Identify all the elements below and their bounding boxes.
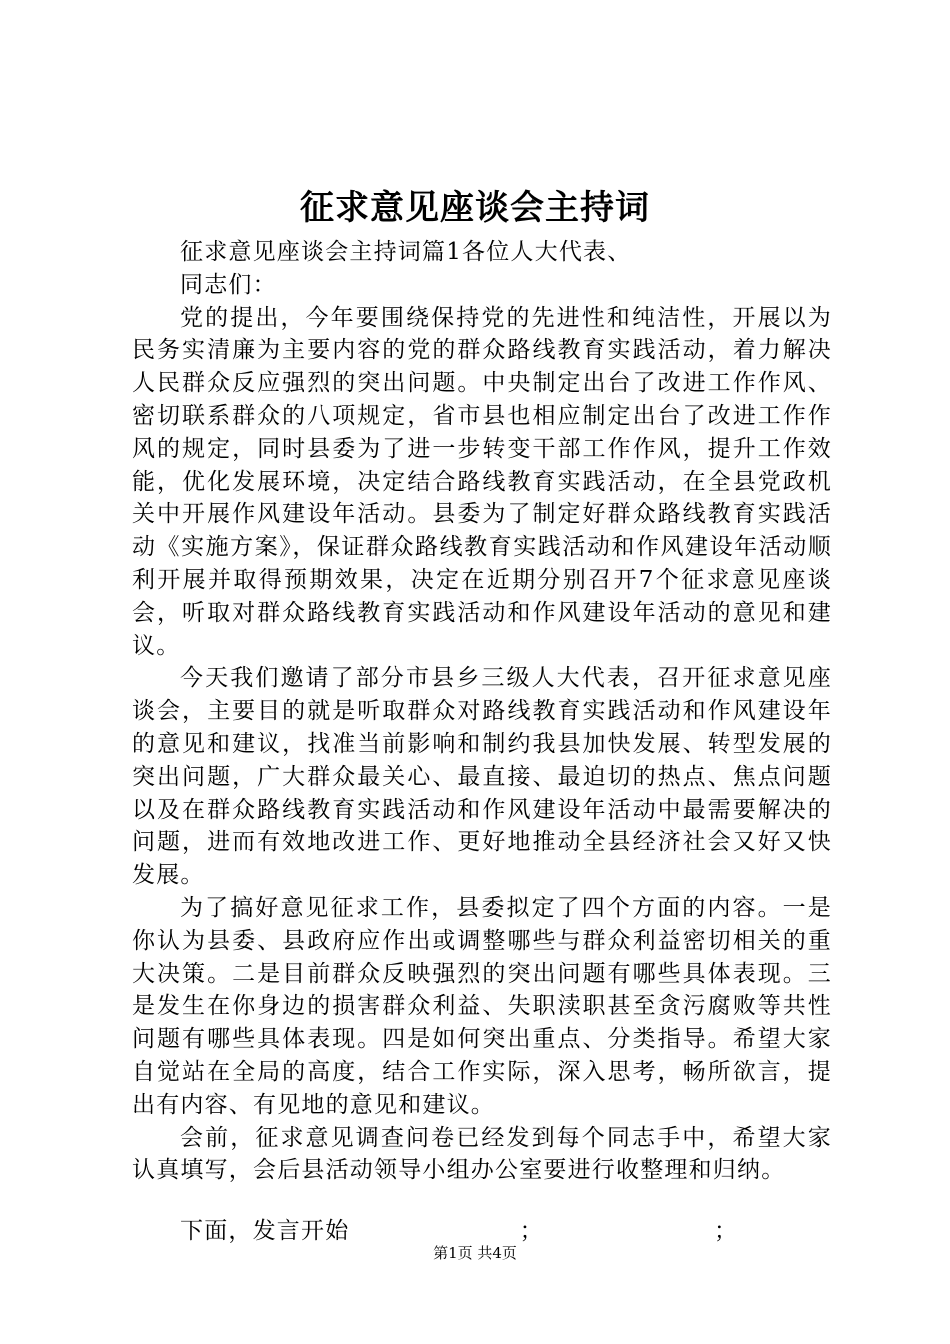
page-footer: 第1页 共4页 (433, 1244, 517, 1262)
paragraph-spacer (132, 1187, 832, 1215)
speech-start-line: 下面，发言开始 ； ； (180, 1218, 739, 1245)
paragraph-6: 会前，征求意见调查问卷已经发到每个同志手中，希望大家认真填写，会后县活动领导小组办公室要进行收整理和归纳。 (132, 1124, 832, 1184)
document-title: 征求意见座谈会主持词 (300, 188, 650, 228)
paragraph-3: 党的提出，今年要围绕保持党的先进性和纯洁性，开展以为民务实清廉为主要内容的党的群众路线教育实践活动，着力解决人民群众反应强烈的突出问题。中央制定出台了改进工作作风、密切联系群众的八项规定，省市县也相应制定出台了改进工作作风的规定，同时县委为了进一步转变干部工作作风，提升工作效能，优化发展环境，决定结合路线教育实践活动，在全县党政机关中开展作风建设年活动。县委为了制定好群众路线教育实践活动《实施方案》，保证群众路线教育实践活动和作风建设年活动顺利开展并取得预期效果，决定在近期分别召开7个征求意见座谈会，听取对群众路线教育实践活动和作风建设年活动的意见和建议。 (132, 304, 832, 659)
paragraph-1: 征求意见座谈会主持词篇1各位人大代表、 (180, 239, 632, 265)
paragraph-5: 为了搞好意见征求工作，县委拟定了四个方面的内容。一是你认为县委、县政府应作出或调整哪些与群众利益密切相关的重大决策。二是目前群众反映强烈的突出问题有哪些具体表现。三是发生在你身边的损害群众利益、失职渎职甚至贪污腐败等共性问题有哪些具体表现。四是如何突出重点、分类指导。希望大家自觉站在全局的高度，结合工作实际，深入思考，畅所欲言，提出有内容、有见地的意见和建议。 (132, 894, 832, 1118)
paragraph-2: 同志们： (180, 271, 277, 298)
document-body (132, 236, 832, 1248)
paragraph-4: 今天我们邀请了部分市县乡三级人大代表，召开征求意见座谈会，主要目的就是听取群众对路线教育实践活动和作风建设年的意见和建议，找准当前影响和制约我县加快发展、转型发展的突出问题，广大群众最关心、最直接、最迫切的热点、焦点问题以及在群众路线教育实践活动和作风建设年活动中最需要解决的问题，进而有效地改进工作、更好地推动全县经济社会又好又快发展。 (132, 665, 832, 889)
